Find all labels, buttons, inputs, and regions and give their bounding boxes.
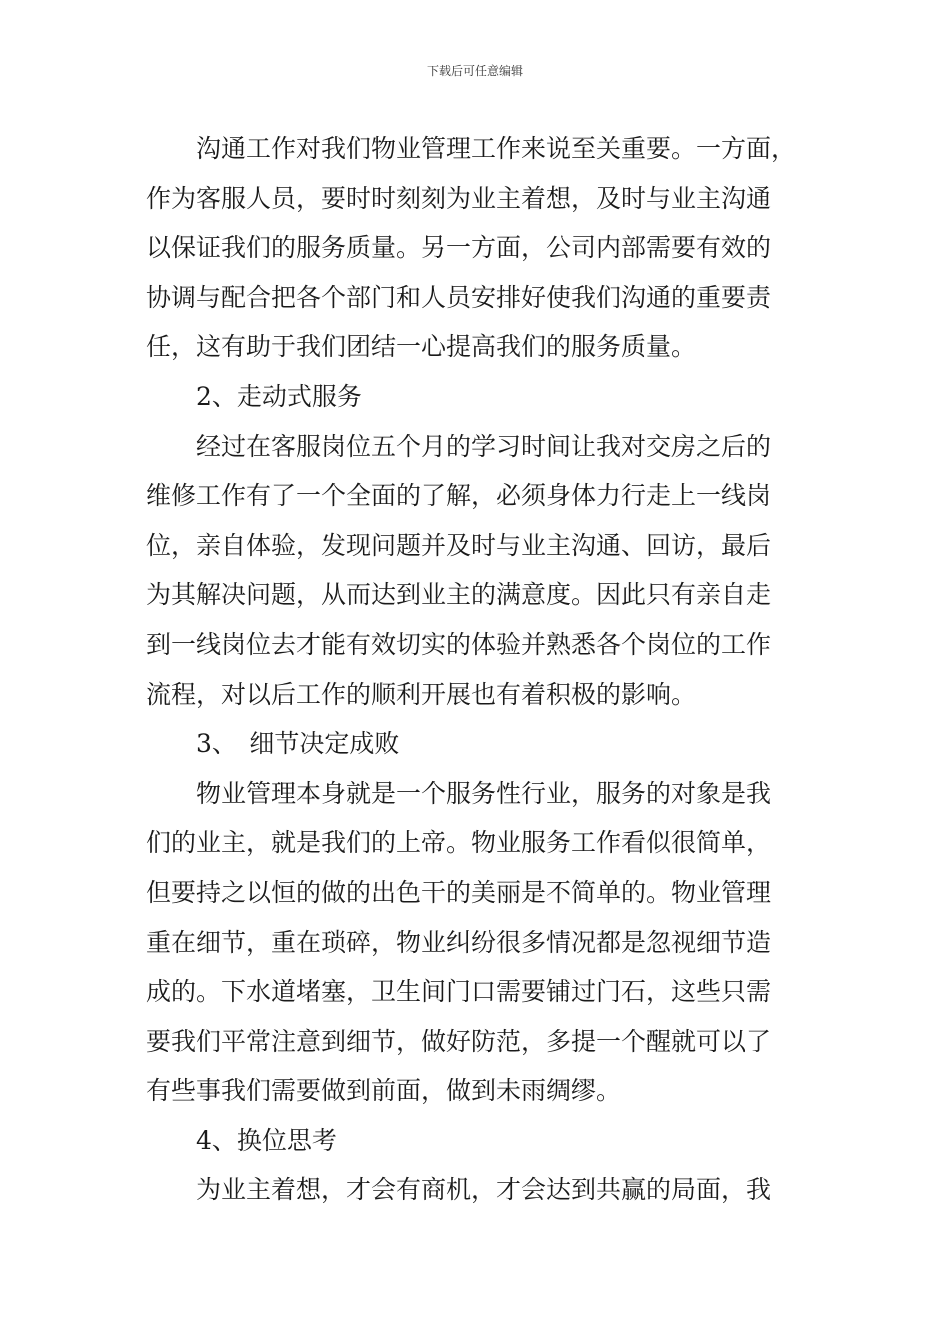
text-line: 重在细节，重在琐碎，物业纠纷很多情况都是忽视细节造 (146, 927, 772, 957)
text-line: 为其解决问题，从而达到业主的满意度。因此只有亲自走 (146, 580, 772, 610)
text-line: 要我们平常注意到细节，做好防范，多提一个醒就可以了 (146, 1026, 772, 1056)
text-line: 有些事我们需要做到前面，做到未雨绸缪。 (146, 1076, 622, 1106)
text-line: 但要持之以恒的做的出色干的美丽是不简单的。物业管理 (146, 877, 772, 907)
text-line: 沟通工作对我们物业管理工作来说至关重要。一方面， (196, 134, 797, 163)
text-line: 3、 细节决定成败 (196, 729, 400, 759)
text-line: 位，亲自体验，发现问题并及时与业主沟通、回访，最后 (146, 530, 772, 560)
text-line: 为业主着想，才会有商机，才会达到共赢的局面，我 (196, 1175, 772, 1205)
document-body (146, 124, 810, 1215)
text-line: 以保证我们的服务质量。另一方面，公司内部需要有效的 (146, 233, 772, 263)
text-line: 4、换位思考 (196, 1125, 337, 1155)
text-line: 到一线岗位去才能有效切实的体验并熟悉各个岗位的工作 (146, 629, 772, 659)
text-line: 协调与配合把各个部门和人员安排好使我们沟通的重要责 (146, 282, 772, 312)
text-line: 物业管理本身就是一个服务性行业，服务的对象是我 (196, 778, 772, 808)
text-line: 成的。下水道堵塞，卫生间门口需要铺过门石，这些只需 (146, 977, 772, 1007)
text-line: 任，这有助于我们团结一心提高我们的服务质量。 (146, 332, 697, 362)
text-line: 们的业主，就是我们的上帝。物业服务工作看似很简单， (146, 828, 772, 858)
text-line: 作为客服人员，要时时刻刻为业主着想，及时与业主沟通 (146, 183, 772, 213)
text-line: 维修工作有了一个全面的了解，必须身体力行走上一线岗 (146, 481, 772, 511)
page-header: 下载后可任意编辑 (426, 64, 523, 78)
text-line: 流程，对以后工作的顺利开展也有着积极的影响。 (146, 679, 697, 709)
text-line: 2、走动式服务 (196, 381, 362, 411)
text-line: 经过在客服岗位五个月的学习时间让我对交房之后的 (196, 431, 772, 461)
